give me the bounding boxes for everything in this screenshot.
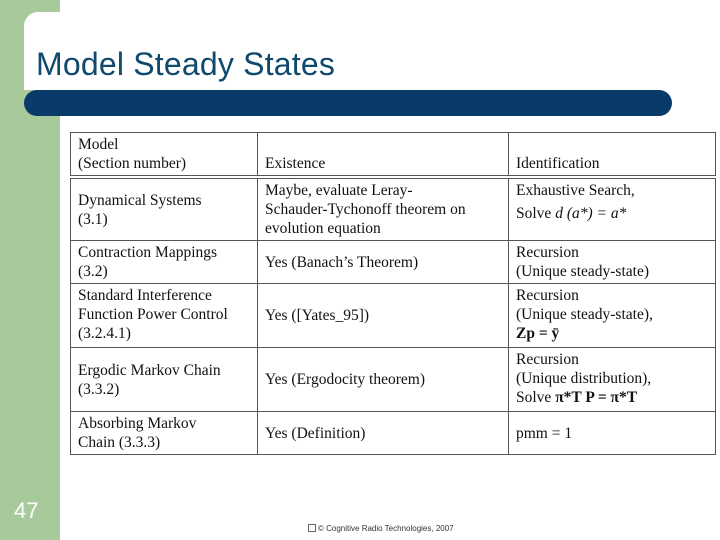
model-cell [71,348,258,412]
steady-states-table-area [70,132,715,451]
steady-states-table [70,132,716,455]
identification-line: Recursion [516,244,579,261]
identification-line: Recursion [516,287,579,304]
slide-number: 47 [14,498,39,523]
stationary-formula: π*T P = π*T [555,389,638,406]
model-section: (3.1) [78,210,108,228]
table-row [71,284,716,348]
model-name: Function Power Control [78,306,228,323]
absorbing-formula: pmm = 1 [516,424,573,442]
identification-line: Exhaustive Search, [516,182,635,199]
identification-line: (Unique distribution), [516,370,652,387]
model-cell [71,412,258,455]
header-model-line2: (Section number) [78,155,187,172]
table-row [71,412,716,455]
title-underline-bar [24,90,672,116]
model-name: Ergodic Markov Chain [78,361,221,379]
model-section: (3.2.4.1) [78,325,131,342]
existence-cell: Yes (Banach’s Theorem) [258,241,509,284]
identification-line: Recursion [516,351,579,368]
model-section: (3.3.2) [78,380,120,398]
identification-cell [509,241,716,284]
identification-cell [509,284,716,348]
existence-line: evolution equation [265,220,381,237]
table-header-row [71,133,716,178]
fixed-point-formula: d (a*) = a* [555,205,627,222]
identification-cell [509,412,716,455]
existence-cell: Yes (Definition) [258,412,509,455]
slide-title: Model Steady States [36,46,336,82]
header-model-line1: Model [78,136,119,153]
footer-text: © Cognitive Radio Technologies, 2007 [318,524,454,533]
existence-line: Maybe, evaluate Leray- [265,182,413,199]
model-name: Standard Interference [78,287,212,304]
header-existence-cell: Existence [258,133,509,178]
table-row [71,241,716,284]
model-name: Absorbing Markov [78,415,197,432]
model-cell [71,284,258,348]
footer-copyright [308,524,454,533]
solve-label: Solve [516,205,552,222]
power-formula: Zp = ȳ [516,325,560,342]
model-cell [71,241,258,284]
existence-cell: Yes (Ergodocity theorem) [258,348,509,412]
identification-cell [509,348,716,412]
model-section: (3.2) [78,263,108,280]
existence-line: Schauder-Tychonoff theorem on [265,201,466,218]
header-model-cell [71,133,258,178]
header-identification-cell: Identification [509,133,716,178]
footer-box-icon [308,524,316,532]
table-row [71,348,716,412]
model-name: Contraction Mappings [78,244,218,261]
table-row [71,177,716,241]
solve-label: Solve [516,389,552,406]
identification-cell [509,177,716,241]
existence-cell [258,177,509,241]
identification-line: (Unique steady-state), [516,306,653,323]
model-section: Chain (3.3.3) [78,434,161,451]
model-cell [71,177,258,241]
existence-cell: Yes ([Yates_95]) [258,284,509,348]
model-name: Dynamical Systems [78,191,202,209]
identification-line: (Unique steady-state) [516,263,649,280]
